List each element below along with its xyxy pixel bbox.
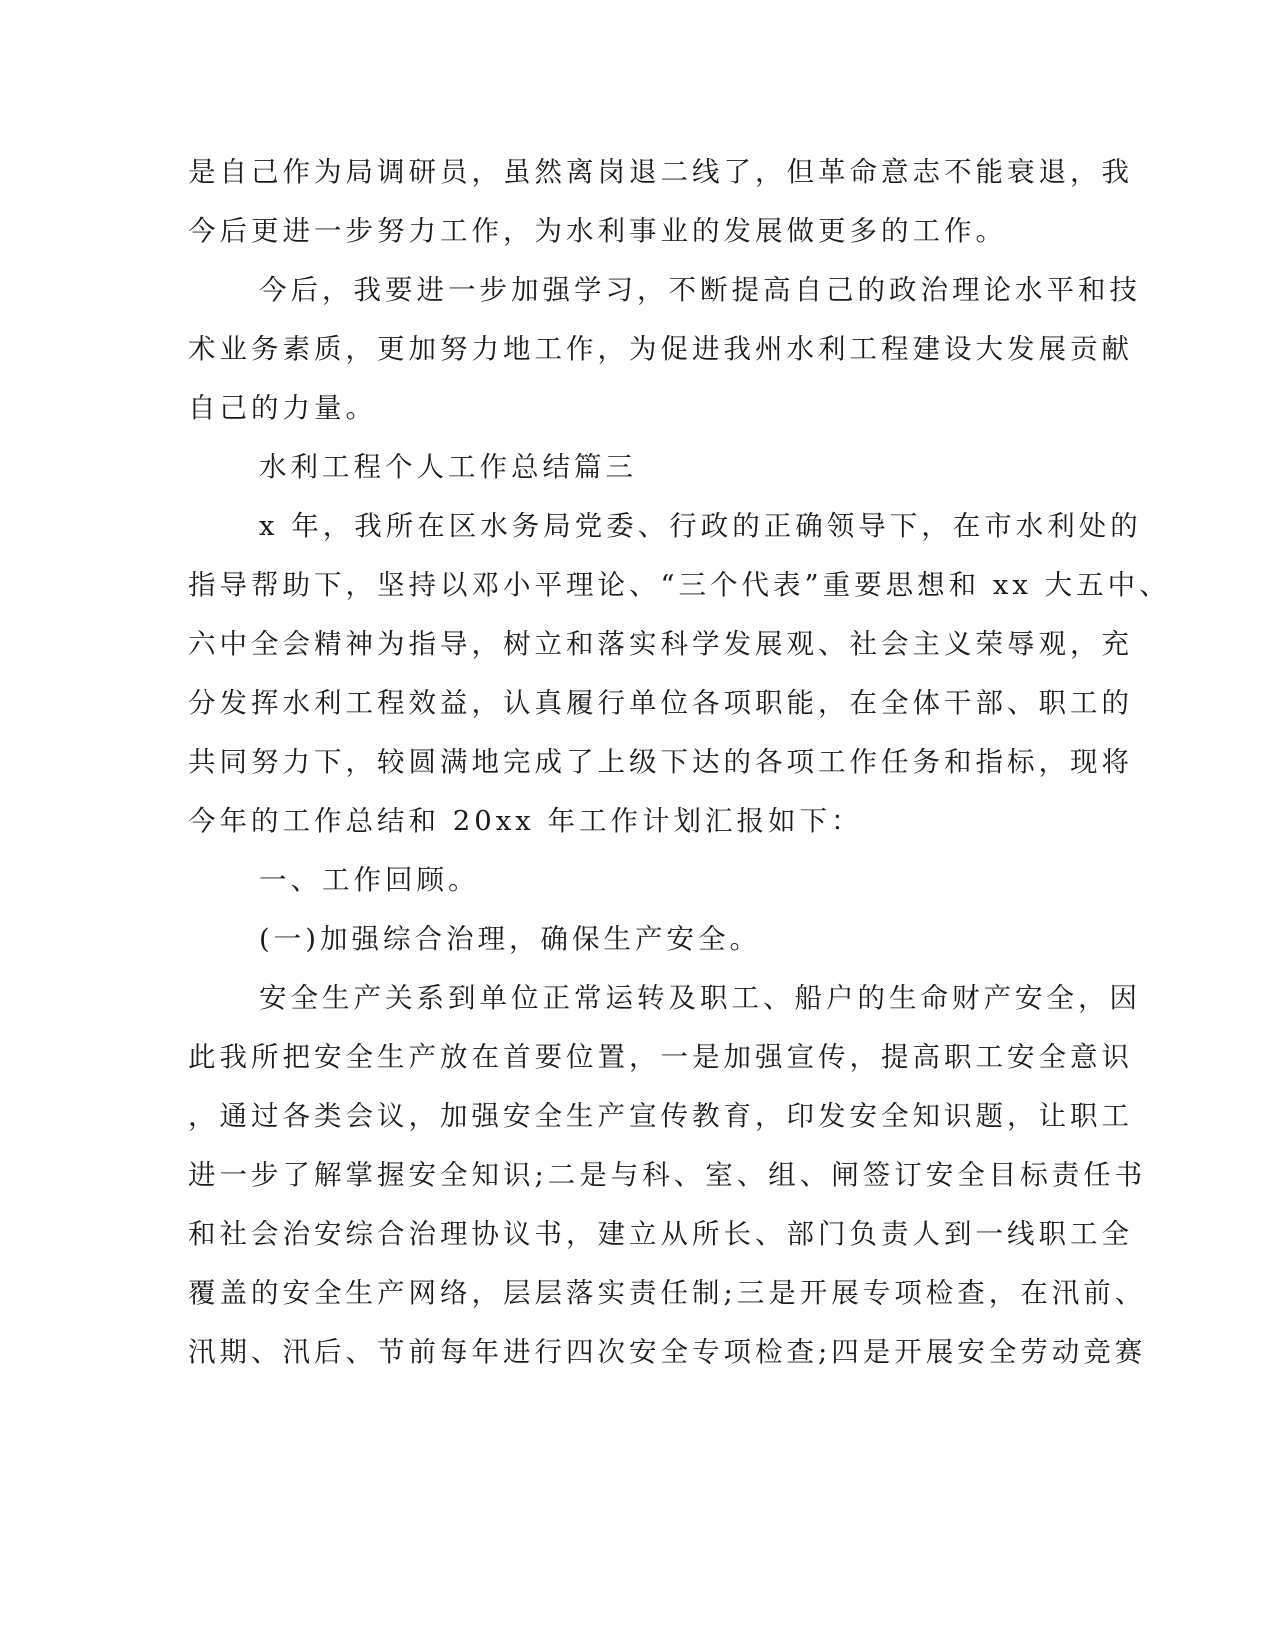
text-line: 分发挥水利工程效益，认真履行单位各项职能，在全体干部、职工的 (188, 687, 1133, 719)
text-line: 进一步了解掌握安全知识;二是与科、室、组、闸签订安全目标责任书 (188, 1159, 1147, 1191)
text-line: 是自己作为局调研员，虽然离岗退二线了，但革命意志不能衰退，我 (188, 156, 1133, 188)
subheading: 一、工作回顾。 (259, 864, 480, 896)
subheading: (一)加强综合治理，确保生产安全。 (259, 923, 761, 955)
paragraph-start-line: x 年，我所在区水务局党委、行政的正确领导下，在市水利处的 (259, 510, 1142, 542)
text-line: 汛期、汛后、节前每年进行四次安全专项检查;四是开展安全劳动竞赛 (188, 1336, 1147, 1368)
text-line: ，通过各类会议，加强安全生产宣传教育，印发安全知识题，让职工 (188, 1100, 1133, 1132)
text-line: 今年的工作总结和 20xx 年工作计划汇报如下： (188, 805, 863, 837)
text-line: 此我所把安全生产放在首要位置，一是加强宣传，提高职工安全意识 (188, 1041, 1133, 1073)
text-line: 和社会治安综合治理协议书，建立从所长、部门负责人到一线职工全 (188, 1218, 1133, 1250)
text-line: 自己的力量。 (188, 392, 377, 424)
paragraph-start-line: 今后，我要进一步加强学习，不断提高自己的政治理论水平和技 (259, 274, 1141, 306)
section-heading: 水利工程个人工作总结篇三 (259, 451, 637, 483)
text-line: 指导帮助下，坚持以邓小平理论、“三个代表”重要思想和 xx 大五中、 (188, 569, 1171, 601)
text-line: 今后更进一步努力工作，为水利事业的发展做更多的工作。 (188, 215, 1007, 247)
text-line: 覆盖的安全生产网络，层层落实责任制;三是开展专项检查，在汛前、 (188, 1277, 1147, 1309)
text-line: 共同努力下，较圆满地完成了上级下达的各项工作任务和指标，现将 (188, 746, 1133, 778)
text-line: 六中全会精神为指导，树立和落实科学发展观、社会主义荣辱观，充 (188, 628, 1133, 660)
text-line: 术业务素质，更加努力地工作，为促进我州水利工程建设大发展贡献 (188, 333, 1133, 365)
document-body (188, 156, 1171, 1397)
paragraph-start-line: 安全生产关系到单位正常运转及职工、船户的生命财产安全，因 (259, 982, 1141, 1014)
